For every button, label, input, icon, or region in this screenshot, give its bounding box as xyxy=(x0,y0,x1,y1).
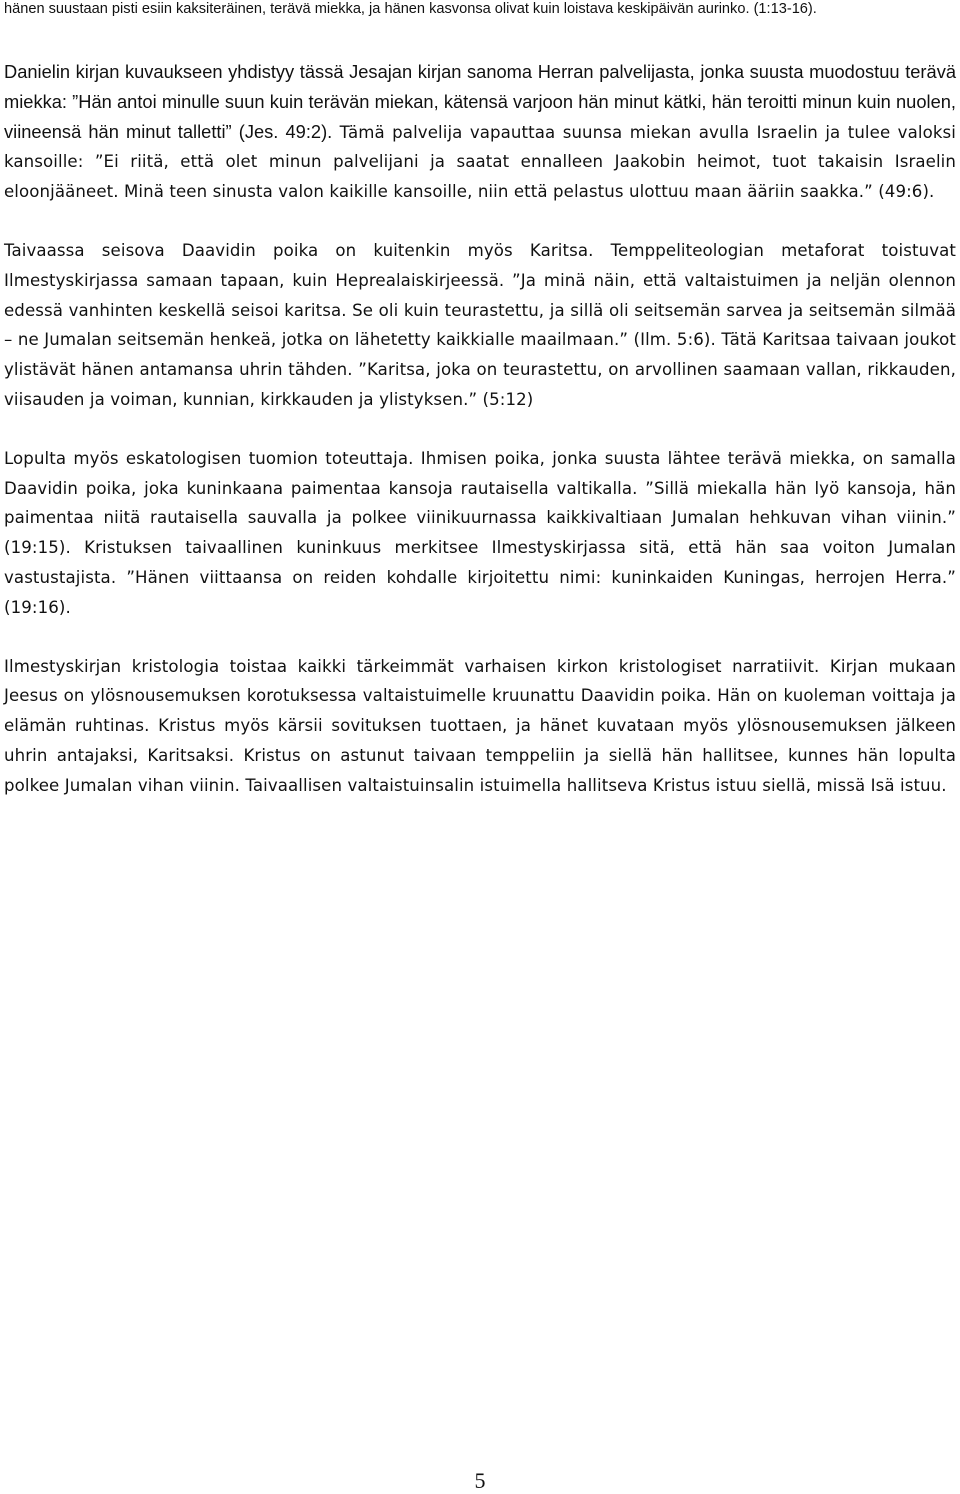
paragraph-lamb: Taivaassa seisova Daavidin poika on kuitenkin myös Karitsa. Temppeliteologian metaforat toistuvat Ilmestyskirjassa samaan tapaan, kuin Heprealaiskirjeessä. ”Ja minä näin, että valtaistuimen ja neljän olennon edessä vanhinten keskellä seisoi karitsa. Se oli kuin teurastettu, ja sillä oli seitsemän sarvea ja seitsemän silmää – ne Jumalan seitsemän henkeä, jotka on lähetetty kaikkialle maailmaan.” (Ilm. 5:6). Tätä Karitsaa taivaan joukot ylistävät hänen antamansa uhrin tähden. ”Karitsa, joka on teurastettu, on arvollinen saamaan vallan, rikkauden, viisauden ja voiman, kunnian, kirkkauden ja ylistyksen.” (5:12) xyxy=(4,240,956,409)
paragraph-christology: Ilmestyskirjan kristologia toistaa kaikki tärkeimmät varhaisen kirkon kristologiset narratiivit. Kirjan mukaan Jeesus on ylösnousemuksen korotuksessa valtaistuimelle kruunattu Daavidin poika. Hän on kuoleman voittaja ja elämän ruhtinas. Kristus myös kärsii sovituksen tuottaen, ja hänet kuvataan myös ylösnousemuksen jälkeen uhrin antajaksi, Karitsaksi. Kristus on astunut taivaan temppeliin ja siellä hän hallitsee, kunnes hän lopulta polkee Jumalan vihan viinin. Taivaallisen valtaistuinsalin istuimella hallitseva Kristus istuu siellä, missä Isä istuu. xyxy=(4,656,956,795)
paragraph-servant-sword xyxy=(4,57,956,207)
page-number: 5 xyxy=(474,1468,486,1493)
document-page xyxy=(4,0,956,801)
continued-paragraph: hänen suustaan pisti esiin kaksiteräinen, terävä miekka, ja hänen kasvonsa olivat kuin loistava keskipäivän aurinko. (1:13-16). xyxy=(4,1,817,17)
paragraph-servant-sword-part2: Tämä palvelija vapauttaa suunsa miekan avulla Israelin ja tulee valoksi kansoille: ”Ei riitä, että olet minun palvelijani ja saatat ennalleen Jaakobin heimot, tuot takaisin Israelin eloonjääneet. Minä teen sinusta valon kaikille kansoille, niin että pelastus ulottuu maan ääriin saakka.” (49:6). xyxy=(4,122,956,202)
paragraph-judgment: Lopulta myös eskatologisen tuomion toteuttaja. Ihmisen poika, jonka suusta lähtee terävä miekka, on samalla Daavidin poika, joka kuninkaana paimentaa kansoja rautaisella valtikalla. ”Sillä miekalla hän lyö kansoja, hän paimentaa niitä rautaisella sauvalla ja polkee viinikuurnassa kaikkivaltiaan Jumalan hehkuvan vihan viinin.” (19:15). Kristuksen taivaallinen kuninkuus merkitsee Ilmestyskirjassa sitä, että hän saa voiton Jumalan vastustajista. ”Hänen viittaansa on reiden kohdalle kirjoitettu nimi: kuninkaiden Kuningas, herrojen Herra.” (19:16). xyxy=(4,448,956,617)
paragraph-servant-sword-part1: Danielin kirjan kuvaukseen yhdistyy tässä Jesajan kirjan sanoma Herran palvelijasta, jonka suusta muodostuu terävä miekka: ”Hän antoi minulle suun kuin terävän miekan, kätensä varjoon hän minut kätki, hän teroitti minun kuin nuolen, viineensä hän minut talletti” (Jes. 49:2). xyxy=(4,61,956,142)
